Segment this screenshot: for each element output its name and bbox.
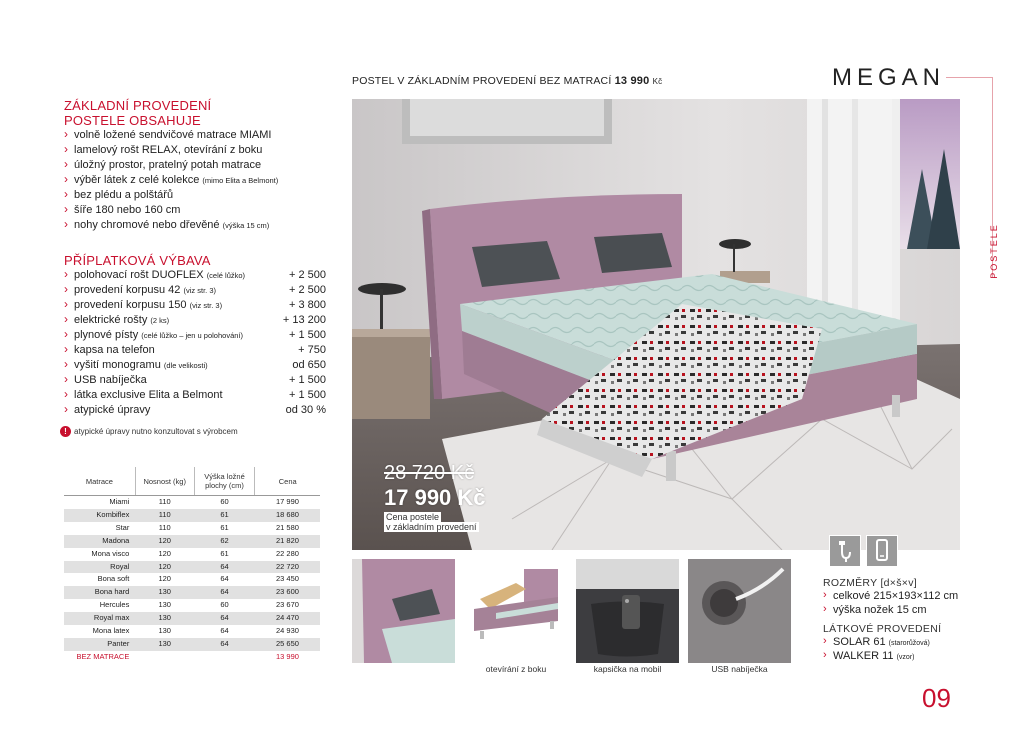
thumb-usb-charger <box>688 559 791 663</box>
thumb-phone-pocket <box>576 559 679 663</box>
extras-section <box>64 253 326 418</box>
list-item: › USB nabíječka + 1 500 <box>64 373 326 388</box>
sale-price: 17 990 Kč <box>384 485 486 510</box>
table-row-no-mattress: BEZ MATRACE 13 990 <box>64 651 320 664</box>
table-header <box>64 467 320 496</box>
thumb-side-opening <box>466 559 566 663</box>
caption-phone-pocket: kapsička na mobil <box>593 664 662 674</box>
list-item: › provedení korpusu 150 (viz str. 3) + 3 800 <box>64 298 326 313</box>
basic-section <box>64 98 334 233</box>
caption-side-opening: otevírání z boku <box>485 664 547 674</box>
basic-list <box>64 128 334 233</box>
dimensions-section <box>823 577 1003 664</box>
basic-heading-1: ZÁKLADNÍ PROVEDENÍ <box>64 98 212 113</box>
price-header <box>352 75 662 87</box>
list-item: › lamelový rošt RELAX, otevírání z boku <box>64 143 334 158</box>
table-row: Bona soft 120 64 23 450 <box>64 573 320 586</box>
side-label-text: POSTELE <box>988 223 999 279</box>
fabric-list <box>823 636 1003 664</box>
list-item: › SOLAR 61 (starorůžová) <box>823 636 1003 650</box>
header-price: 13 990 <box>614 75 650 87</box>
info-icon: ! <box>60 426 71 437</box>
table-row: Mona visco 120 61 22 280 <box>64 548 320 561</box>
list-item: › vyšití monogramu (dle velikosti) od 650 <box>64 358 326 373</box>
old-price: 28 720 Kč <box>384 462 475 484</box>
dimensions-list <box>823 590 1003 618</box>
table-row: Royal 120 64 22 720 <box>64 561 320 574</box>
list-item: › výběr látek z celé kolekce (mimo Elita a Belmont) <box>64 173 334 188</box>
list-item: › šíře 180 nebo 160 cm <box>64 203 334 218</box>
list-item: › úložný prostor, pratelný potah matrace <box>64 158 334 173</box>
product-title: MEGAN <box>832 64 946 91</box>
extras-heading: PŘÍPLATKOVÁ VÝBAVA <box>64 253 211 268</box>
header-text: POSTEL V ZÁKLADNÍM PROVEDENÍ BEZ MATRACÍ <box>352 75 612 87</box>
table-row: Hercules 130 60 23 670 <box>64 599 320 612</box>
price-note-line-1: Cena postele <box>386 512 440 522</box>
col-cena: Cena <box>255 467 320 496</box>
phone-pocket-icon <box>866 535 898 567</box>
extras-list <box>64 268 326 418</box>
mattress-table <box>64 467 320 664</box>
dimensions-heading: ROZMĚRY [d×š×v] <box>823 577 917 589</box>
table-row: Mona latex 130 64 24 930 <box>64 625 320 638</box>
list-item: › WALKER 11 (vzor) <box>823 650 1003 664</box>
header-currency: Kč <box>652 77 663 86</box>
table-row: Miami 110 60 17 990 <box>64 496 320 509</box>
basic-heading-2: POSTELE OBSAHUJE <box>64 113 201 128</box>
table-row: Royal max 130 64 24 470 <box>64 612 320 625</box>
list-item: › celkové 215×193×112 cm <box>823 590 1003 604</box>
custom-note-text: atypické úpravy nutno konzultovat s výrobcem <box>74 427 238 436</box>
list-item: › plynové písty (celé lůžko – jen u polohování) + 1 500 <box>64 328 326 343</box>
table-row: Bona hard 130 64 23 600 <box>64 586 320 599</box>
list-item: › polohovací rošt DUOFLEX (celé lůžko) + 2 500 <box>64 268 326 283</box>
list-item: › kapsa na telefon + 750 <box>64 343 326 358</box>
list-item: › bez plédu a polštářů <box>64 188 334 203</box>
col-matrace: Matrace <box>64 467 135 496</box>
table-row: Panter 130 64 25 650 <box>64 638 320 651</box>
list-item: › volně ložené sendvičové matrace MIAMI <box>64 128 334 143</box>
title-rule <box>946 77 992 78</box>
table-row: Madona 120 62 21 820 <box>64 535 320 548</box>
thumb-headboard <box>352 559 455 663</box>
list-item: › atypické úpravy od 30 % <box>64 403 326 418</box>
table-row: Kombiflex 110 61 18 680 <box>64 509 320 522</box>
price-note <box>384 512 479 532</box>
list-item: › výška nožek 15 cm <box>823 604 1003 618</box>
custom-note <box>60 426 238 437</box>
usb-plug-icon <box>829 535 861 567</box>
col-nosnost: Nosnost (kg) <box>135 467 194 496</box>
table-row: Star 110 61 21 580 <box>64 522 320 535</box>
side-label <box>978 223 1008 286</box>
list-item: › elektrické rošty (2 ks) + 13 200 <box>64 313 326 328</box>
list-item: › provedení korpusu 42 (viz str. 3) + 2 500 <box>64 283 326 298</box>
list-item: › nohy chromové nebo dřevěné (výška 15 cm) <box>64 218 334 233</box>
col-vyska: Výška ložné plochy (cm) <box>194 467 255 496</box>
page-number: 09 <box>922 683 951 713</box>
caption-usb-charger: USB nabíječka <box>711 664 768 674</box>
list-item: › látka exclusive Elita a Belmont + 1 500 <box>64 388 326 403</box>
fabric-heading: LÁTKOVÉ PROVEDENÍ <box>823 623 942 635</box>
price-note-line-2: v základním provedení <box>386 522 477 532</box>
